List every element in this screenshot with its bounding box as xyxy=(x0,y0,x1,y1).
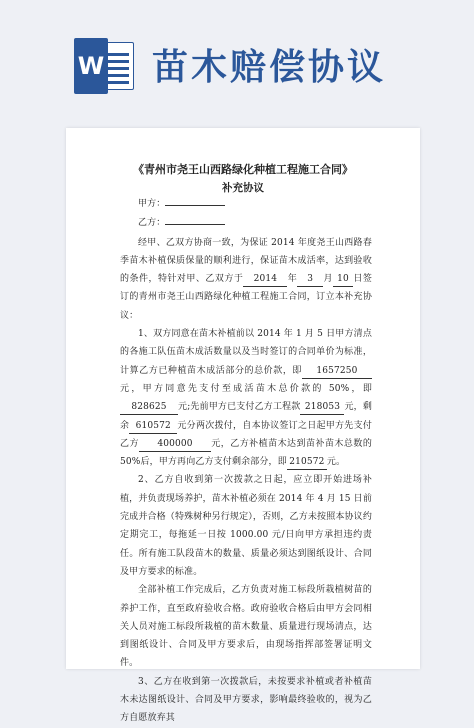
word-icon-badge: W xyxy=(74,38,108,94)
header-banner xyxy=(0,0,474,120)
contract-month: 3 xyxy=(297,273,323,287)
paid-amount: 218053 xyxy=(300,401,344,415)
banner-title: 苗木赔偿协议 xyxy=(152,47,387,88)
clause-2: 2、乙方自收到第一次拨款之日起，应立即开始进场补植，并负责现场养护，苗木补植必须在 2014 年 4 月 15 日前完成并合格（特殊树种另行规定），否则，乙方未按照本协议约定期完工，每拖延一日按 1000.00 元/日向甲方承担违约责任。所有施工队段苗木的数量、质量必须达到图纸设计、合同及甲方要求的标准。 xyxy=(120,475,372,577)
half-amount: 828625 xyxy=(120,401,178,415)
contract-year: 2014 xyxy=(243,273,287,287)
document-title: 《青州市尧王山西路绿化种植工程施工合同》 xyxy=(133,163,353,176)
remaining-amount: 610572 xyxy=(129,420,177,434)
document-page xyxy=(66,128,420,724)
document-body xyxy=(120,194,372,728)
clause-1: 1、双方同意在苗木补植前以 2014 年 1 月 5 日甲方清点的各施工队伍苗木成活数量以及当时签订的合同单价为标准，计算乙方已种植苗木成活部分的总价款，即 1657250元，甲方同意先支付至成活苗木总价款的 50%，即828625 元;先前甲方已支付乙方工程款 218053 元，剩余 610572 元分两次拨付，自本协议签订之日起甲方先支付乙方 400000 元，乙方补植苗木达到苗补苗木总数的50%后，甲方再向乙方支付剩余部分，即 210572 元。 xyxy=(120,325,372,471)
party-b-line: 乙方： xyxy=(120,213,372,232)
contract-day: 10 xyxy=(333,273,353,287)
intro-paragraph: 经甲、乙双方协商一致，为保证 2014 年度尧王山西路春季苗木补植保质保量的顺利进行，保证苗木成活率，达到验收的条件，特针对甲、乙双方于 2014 年 3 月 10 日签订的青州市尧王山西路绿化种植工程施工合同，订立本补充协议： xyxy=(120,237,372,321)
first-payment-amount: 400000 xyxy=(139,438,211,452)
rest-amount: 210572 xyxy=(287,456,327,470)
party-a-line: 甲方： xyxy=(120,194,372,213)
clause-3: 3、乙方在收到第一次拨款后，未按要求补植或者补植苗木未达图纸设计、合同及甲方要求，影响最终验收的，视为乙方自愿放弃其 xyxy=(120,676,372,724)
clause-2-continued: 全部补植工作完成后，乙方负责对施工标段所栽植树苗的养护工作，直至政府验收合格。政府验收合格后由甲方会同相关人员对施工标段所栽植的苗木数量、质量进行现场清点，达到图纸设计、合同及甲方要求后，由现场指挥部签署证明文件。 xyxy=(120,585,372,669)
total-amount: 1657250 xyxy=(302,365,372,379)
word-icon xyxy=(74,38,134,94)
document-subtitle: 补充协议 xyxy=(222,182,264,194)
